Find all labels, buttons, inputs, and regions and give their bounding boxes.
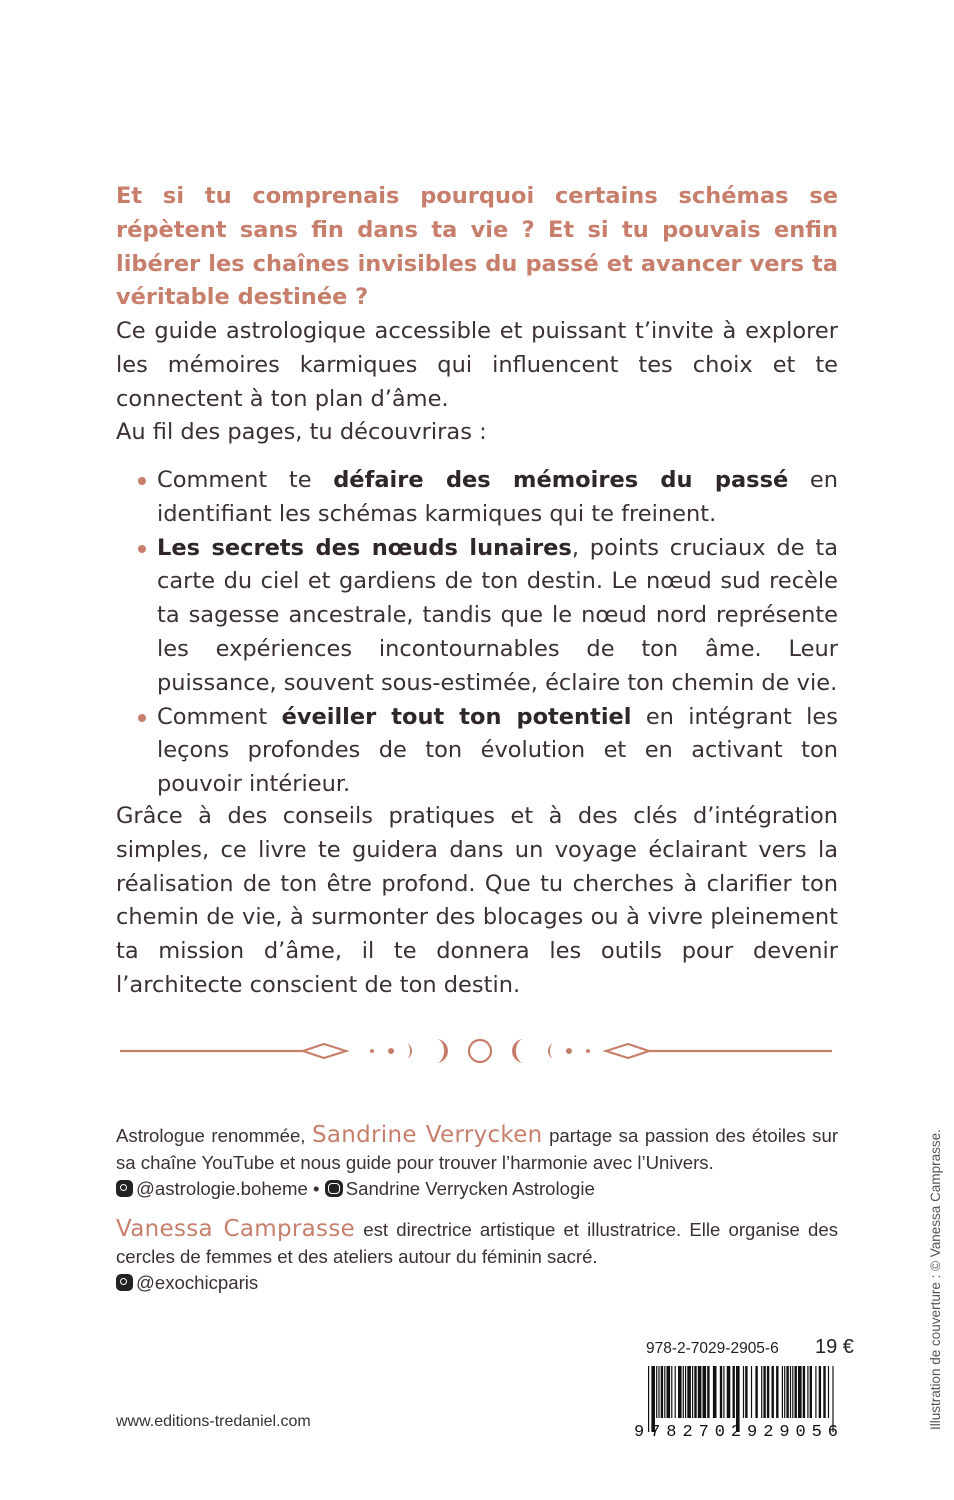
barcode-bar — [720, 1366, 722, 1418]
barcode-bar — [782, 1366, 783, 1418]
barcode-bar — [819, 1366, 821, 1418]
barcode-bar — [763, 1366, 765, 1418]
publisher-website: www.editions-tredaniel.com — [116, 1413, 311, 1430]
barcode-bar — [751, 1366, 752, 1418]
barcode-bar — [707, 1366, 709, 1418]
bullet-dot-icon — [138, 714, 146, 722]
barcode-bar — [772, 1366, 774, 1418]
barcode-bar — [723, 1366, 724, 1418]
barcode-bar — [685, 1366, 686, 1418]
barcode-bar — [683, 1366, 684, 1418]
barcode-bar — [745, 1366, 747, 1418]
intro-highlight: Et si tu comprenais pourquoi certains schémas se répètent sans fin dans ta vie ? Et si tu pouvais enfin libérer les chaînes invisibles du passé et avancer vers ta véritable destinée ? — [116, 183, 838, 311]
barcode-bar — [795, 1366, 797, 1418]
barcode-bar — [667, 1366, 671, 1418]
barcode-bar — [828, 1366, 829, 1418]
barcode-bar — [727, 1366, 731, 1418]
barcode-bar — [661, 1366, 663, 1418]
barcode-bar — [776, 1366, 778, 1418]
barcode-bar — [671, 1366, 672, 1418]
barcode-bar — [675, 1366, 676, 1418]
list-item: Les secrets des nœuds lunaires, points cruciaux de ta carte du ciel et gardiens de ton destin. Le nœud sud recèle ta sagesse ancestrale, tandis que le nœud nord représente les expériences incontournables de ton âme. Leur puissance, souvent sous-estimée, éclaire ton chemin de vie. — [136, 532, 838, 701]
intro-text — [116, 180, 838, 417]
list-item: Comment éveiller tout ton potentiel en intégrant les leçons profondes de ton évolution et en activant ton pouvoir intérieur. — [136, 701, 838, 802]
barcode-digits: 9782702929056 — [634, 1423, 838, 1438]
barcode-bar — [692, 1366, 693, 1418]
barcode-bar — [698, 1366, 702, 1418]
barcode-bar — [755, 1366, 757, 1418]
barcode-bar — [648, 1366, 649, 1432]
barcode — [632, 1366, 840, 1438]
instagram-icon — [116, 1180, 133, 1197]
author-bio: Astrologue renommée, Sandrine Verrycken partage sa passion des étoiles sur sa chaîne YouTube et nous guide pour trouver l’harmonie avec l’Univers. @astrologie.boheme • Sandrine Verrycken Astrologie — [116, 1122, 838, 1203]
barcode-bar — [815, 1366, 816, 1418]
barcode-bar — [733, 1366, 735, 1418]
bullet-dot-icon — [138, 477, 146, 485]
barcode-bar — [656, 1366, 657, 1418]
author-social: @astrologie.boheme • Sandrine Verrycken Astrologie — [116, 1176, 838, 1203]
barcode-bar — [703, 1366, 707, 1418]
instagram-icon — [116, 1274, 133, 1291]
pages-title: Au fil des pages, tu découvriras : — [116, 419, 487, 445]
barcode-bar — [694, 1366, 696, 1418]
barcode-bar — [807, 1366, 808, 1418]
barcode-bar — [713, 1366, 717, 1418]
barcode-bar — [786, 1366, 788, 1418]
barcode-bar — [798, 1366, 802, 1418]
barcode-bar — [823, 1366, 825, 1418]
outro-text: Grâce à des conseils pratiques et à des clés d’intégration simples, ce livre te guidera dans un voyage éclairant vers la réalisation de ton être profond. Que tu cherches à clarifier ton chemin de vie, à surmonter des blocages ou à vivre pleinement ta mission d’âme, il te donnera les outils pour devenir l’architecte conscient de ton destin. — [116, 803, 838, 998]
barcode-bar — [658, 1366, 659, 1418]
bullet-dot-icon — [138, 545, 146, 553]
barcode-bar — [664, 1366, 665, 1418]
illustrator-bio: Vanessa Camprasse est directrice artistique et illustratrice. Elle organise des cercles de femmes et des ateliers autour du féminin sacré. @exochicparis — [116, 1216, 838, 1297]
list-item: Comment te défaire des mémoires du passé en identifiant les schémas karmiques qui te freinent. — [136, 464, 838, 532]
cover-credit: Illustration de couverture : © Vanessa Camprasse. — [928, 1129, 943, 1430]
barcode-bar — [678, 1366, 682, 1418]
barcode-bar — [767, 1366, 769, 1418]
moon-phases-ornament-icon — [118, 1030, 834, 1072]
youtube-icon — [325, 1180, 343, 1197]
barcode-bar — [790, 1366, 791, 1418]
author-name: Sandrine Verrycken — [311, 1122, 543, 1148]
barcode-bar — [792, 1366, 793, 1418]
price: 19 € — [815, 1336, 854, 1358]
barcode-bar — [743, 1366, 744, 1418]
barcode-bar — [761, 1366, 762, 1418]
feature-list — [136, 464, 838, 802]
intro-body: Ce guide astrologique accessible et puissant t’invite à explorer les mémoires karmiques qui influencent tes choix et te connectent à ton plan d’âme. — [116, 318, 838, 412]
barcode-bar — [803, 1366, 805, 1418]
isbn: 978-2-7029-2905-6 — [646, 1340, 779, 1357]
barcode-bar — [687, 1366, 691, 1418]
barcode-bar — [810, 1366, 812, 1418]
illustrator-name: Vanessa Camprasse — [116, 1216, 356, 1242]
illustrator-social: @exochicparis — [116, 1270, 838, 1297]
barcode-bar — [784, 1366, 785, 1418]
